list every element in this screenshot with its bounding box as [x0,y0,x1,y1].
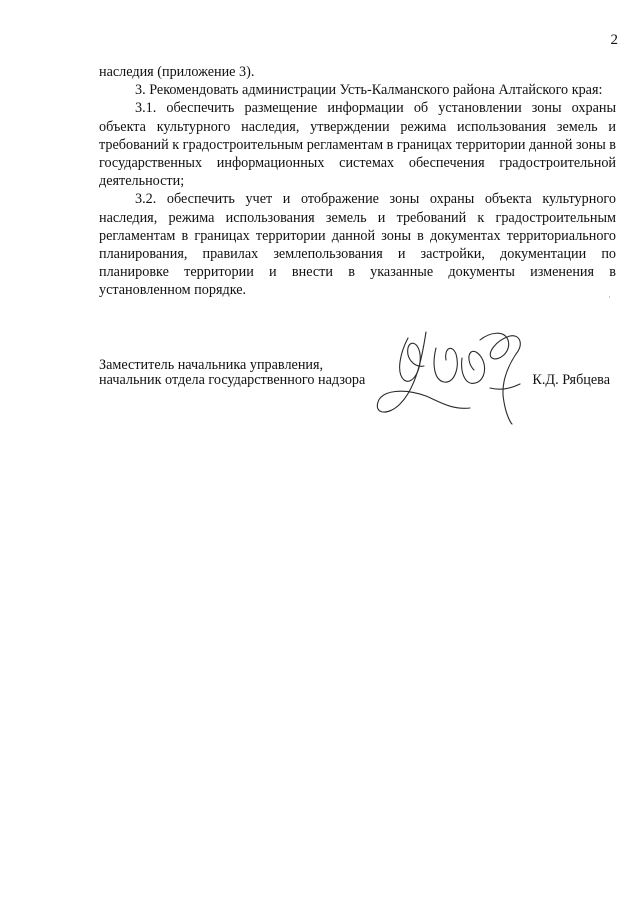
paragraph-item-3-2: 3.2. обеспечить учет и отображение зоны охраны объекта культурного наследия, режима использования земель и требований к градостроительным регламентам в границах территории данной зоны в документах территориального планирования, правилах землепользования и застройки, документации по планировке территории и внести в указанные документы изменения в установленном порядке. [99,191,616,299]
scan-speck: · [608,292,611,302]
signer-name: К.Д. Рябцева [532,372,610,388]
paragraph-item-3: 3. Рекомендовать администрации Усть-Калманского района Алтайского края: [135,82,603,99]
document-body [99,63,616,300]
signer-position-line2: начальник отдела государственного надзора [99,372,366,388]
paragraph-continuation: наследия (приложение 3). [99,64,255,80]
signature-block [99,358,616,388]
signer-position-line1: Заместитель начальника управления, [99,357,324,373]
page-number: 2 [610,32,618,48]
paragraph-item-3-1: 3.1. обеспечить размещение информации об установлении зоны охраны объекта культурного наследия, утверждении режима использования земель и требований к градостроительным регламентам в границах территории данной зоны в государственных информационных системах обеспечения градостроительной деятельности; [99,100,616,190]
handwritten-signature [370,318,535,428]
